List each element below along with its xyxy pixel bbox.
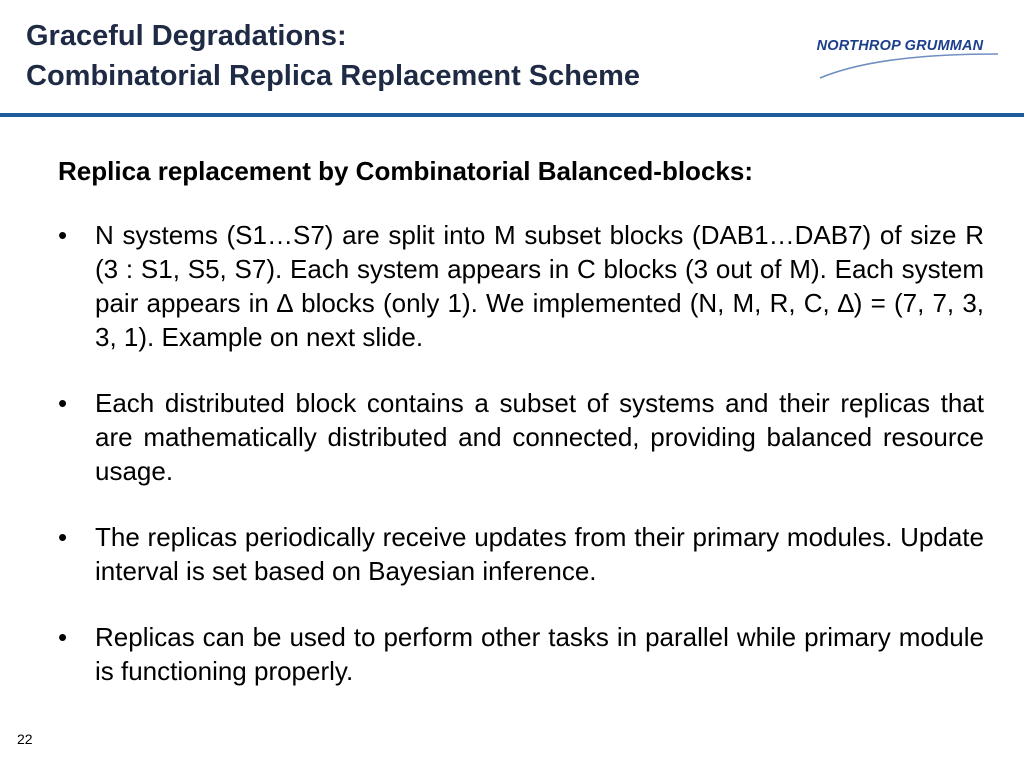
title-line-2: Combinatorial Replica Replacement Scheme <box>26 60 641 92</box>
slide-title <box>26 16 640 96</box>
bullet-item <box>58 520 984 588</box>
bullet-list <box>58 218 984 688</box>
bullet-icon: • <box>58 622 68 652</box>
bullet-text: N systems (S1…S7) are split into M subset blocks (DAB1…DAB7) of size R (3 : S1, S5, S7). Each system appears in C blocks (3 out of M). Each system pair appears in ∆ blocks (only 1). We implemented (N, M, R, C, ∆) = (7, 7, 3, 3, 1). Example on next slide. <box>95 220 984 352</box>
bullet-icon: • <box>58 388 68 418</box>
bullet-text: The replicas periodically receive updates from their primary modules. Update interval is set based on Bayesian inference. <box>95 522 984 586</box>
bullet-item <box>58 218 984 354</box>
bullet-icon: • <box>58 522 68 552</box>
slide-body <box>58 153 984 720</box>
bullet-item <box>58 386 984 488</box>
section-subheading: Replica replacement by Combinatorial Balanced-blocks: <box>58 156 753 186</box>
northrop-grumman-logo <box>798 30 1002 82</box>
bullet-text: Each distributed block contains a subset of systems and their replicas that are mathematically distributed and connected, providing balanced resource usage. <box>95 388 984 486</box>
bullet-text: Replicas can be used to perform other tasks in parallel while primary module is functioning properly. <box>95 622 984 686</box>
page-number: 22 <box>17 731 33 747</box>
logo-text: NORTHROP GRUMMAN <box>816 38 984 54</box>
title-divider <box>0 113 1024 117</box>
bullet-icon: • <box>58 220 68 250</box>
bullet-item <box>58 620 984 688</box>
title-line-1: Graceful Degradations: <box>26 20 347 52</box>
